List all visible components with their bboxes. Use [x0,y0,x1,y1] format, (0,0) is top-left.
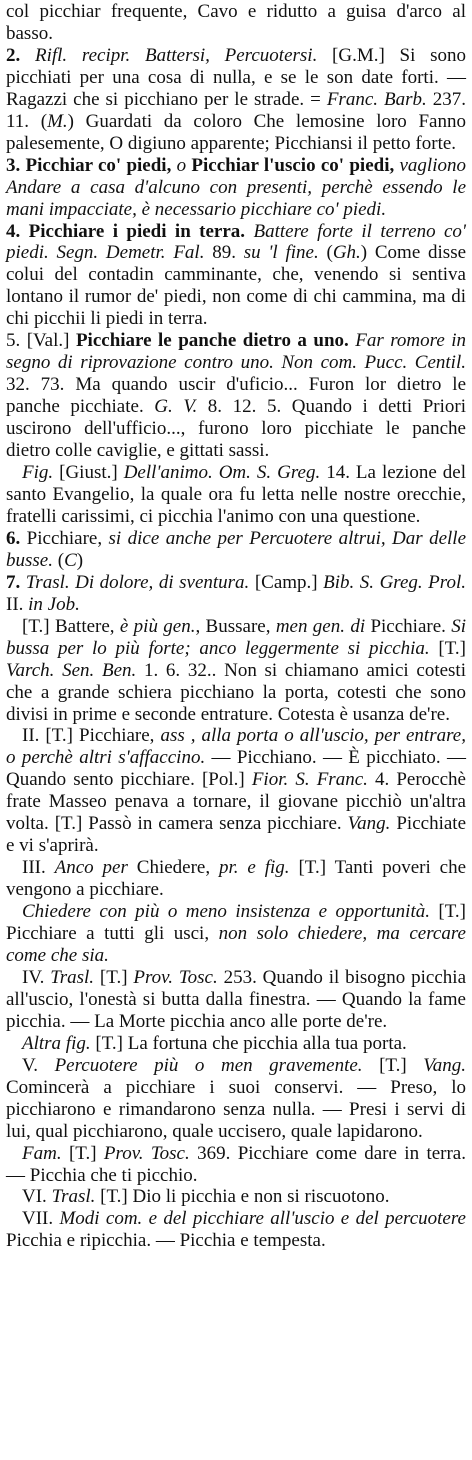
entry-italic-text: Gh. [332,242,361,264]
entry-text: 8. 12. 5. Quando i detti Priori uscirono dell'ufficio..., furono loro picchiate le panche dietro colle caviglie, e gittati sassi. [6,396,466,462]
entry-text: 253. Quando il bisogno picchia all'uscio, l'onestà si butta dalla finestra. — Quando la fame picchia. — La Morte picchia anco alle porte de're. [6,966,466,1032]
entry-text: Comincerà a picchiare i suoi conservi. — Preso, lo picchiarono e rimandarono senza nulla. — Presi i servi di lui, qual picchiarono, quale uccisero, quale lapidarono. [6,1076,466,1142]
entry-text: VI. [22,1186,52,1208]
entry-text: 369. Picchiare come dare in terra. — Picchia che ti picchio. [6,1142,466,1186]
entry-text: [T.] Tanti poveri che vengono a picchiare. [6,857,467,901]
dictionary-entry [6,45,466,155]
entry-text: [Giust.] [53,462,124,484]
entry-text: IV. [22,966,51,988]
entry-italic-text: Vang. [347,813,391,835]
entry-text: II. [T.] Picchiare, [22,725,161,747]
entry-italic-text: Prov. Tosc. [103,1142,190,1164]
entry-heading: 7. [6,571,26,593]
entry-list [6,1,466,1252]
entry-text: Picchiare. [365,615,452,637]
entry-italic-text: Trasl. Di dolore, di sventura. [25,571,250,593]
entry-heading: Picchiar l'uscio co' piedi, [186,154,400,176]
entry-italic-text: Franc. Barb. [326,88,427,110]
entry-text: Picchia e ripicchia. — Picchia e tempesta. [6,1230,326,1252]
entry-text: 14. La lezione del santo Evangelio, la quale ora fu letta nelle nostre orecchie, fratelli carissimi, ci picchia l'animo con una questione. [6,462,466,527]
dictionary-entry [6,1033,466,1055]
entry-text: [T.] Battere, [22,615,120,637]
entry-text: Picchiare, [26,527,109,549]
entry-text: ) Guardati da coloro Che lemosine loro Fanno palesemente, O digiuno apparente; Picchiansi il petto forte. [6,110,466,154]
entry-italic-text: in Job. [28,593,80,615]
dictionary-entry [6,1143,466,1187]
entry-italic-text: Modi com. e del picchiare all'uscio e del percuotere [59,1208,466,1230]
entry-heading: Picchiare le panche dietro a uno. [75,330,356,352]
entry-italic-text: non solo chiedere, ma cercare come che sia. [6,923,466,966]
entry-text: [T.] Picchiare a tutti gli usci, [6,901,467,945]
entry-italic-text: Dell'animo. Om. S. Greg. [123,462,321,484]
entry-italic-text: Vang. [423,1054,466,1076]
dictionary-entry [6,616,466,726]
dictionary-entry [6,857,466,901]
dictionary-entry [6,1,466,45]
dictionary-entry [6,528,466,572]
dictionary-entry [6,1186,466,1208]
entry-text: 32. 73. Ma quando uscir d'uficio... Furon lor dietro le panche picchiate. [6,374,466,418]
entry-text: [T.] [429,637,466,659]
entry-heading: 4. Picchiare i piedi in terra. [6,220,254,242]
entry-text: [T.] [362,1054,424,1076]
entry-italic-text: o [176,154,187,176]
entry-text: ( [52,549,65,571]
entry-italic-text: Varch. Sen. Ben. [6,659,137,681]
entry-italic-text: Prov. Tosc. [133,966,218,988]
dictionary-entry [6,1055,466,1143]
entry-text: 237. 11. ( [6,88,467,132]
entry-italic-text: Trasl. [51,1186,96,1208]
entry-text: III. [22,857,55,879]
entry-text: [T.] [61,1142,104,1164]
entry-text: [Camp.] [249,571,324,593]
entry-italic-text: ass , alla porta o all'uscio, per entrare, o perchè altri s'affaccino. [6,725,466,769]
entry-italic-text: si dice anche per Percuotere altrui, Dar delle busse. [6,527,466,571]
entry-italic-text: pr. e fig. [219,857,290,879]
dictionary-entry [6,330,466,462]
entry-heading: 2. [6,44,35,66]
entry-italic-text: M. [47,110,68,132]
entry-text: Chiedere, [127,857,219,879]
entry-text: VII. [22,1208,60,1230]
dictionary-entry [6,462,466,528]
entry-italic-text: G. V. [154,396,198,418]
entry-text: Picchiate e vi s'aprirà. [6,813,467,857]
entry-italic-text: Far romore in segno di riprovazione contro uno. Non com. Pucc. Centil. [6,330,467,374]
entry-italic-text: men gen. di [275,615,366,637]
entry-text: ) Come disse colui del contadin camminante, che, venendo si sentiva lontano il rumor de' piedi, non come di chi cammina, ma di chi picchii li piedi in terra. [6,242,467,330]
entry-text: col picchiar frequente, Cavo e ridutto a guisa d'arco al basso. [6,1,466,44]
entry-italic-text: Fam. [22,1142,62,1164]
dictionary-entry [6,967,466,1033]
entry-heading: 3. Picchiar co' piedi, [6,154,177,176]
entry-italic-text: Anco per [54,857,128,879]
entry-italic-text: Trasl. [50,966,95,988]
entry-text: 5. [Val.] [6,330,76,352]
entry-italic-text: su 'l fine. [243,242,319,264]
entry-text: [T.] [94,966,134,988]
entry-text: ) [76,549,84,571]
entry-italic-text: Battere forte il terreno co' piedi. Segn. Demetr. Fal. [6,220,466,264]
entry-text: 1. 6. 32.. Non si chiamano amici cotesti che a grande schiera picchiano la porta, cotesti che sono divisi in prime e seconde entrature. Cotesta è usanza de're. [6,659,466,725]
entry-text: [T.] La fortuna che picchia alla tua porta. [90,1032,407,1054]
entry-italic-text: Fior. S. Franc. [251,769,368,791]
entry-text: [T.] Dio li picchia e non si riscuotono. [95,1186,390,1208]
dictionary-entry [6,572,466,616]
entry-italic-text: vagliono Andare a casa d'alcuno con presenti, perchè essendo le mani impacciate, è necessario picchiare co' piedi. [6,154,466,220]
entry-text: [G.M.] Si sono picchiati per una cosa di nulla, e se le son date forti. — Ragazzi che si picchiano per le strade. = [6,44,467,110]
dictionary-entry [6,221,466,331]
entry-text: 4. Perocchè frate Masseo penava a tornare, il giovane picchiò un'altra volta. [T.] Passò in camera senza picchiare. [6,769,466,835]
entry-text: , Bussare, [195,615,276,637]
entry-heading: 6. [6,527,27,549]
entry-italic-text: C [64,549,77,571]
entry-italic-text: Fig. [22,462,54,484]
entry-italic-text: Rifl. recipr. Battersi, Percuotersi. [34,44,318,66]
entry-italic-text: Chiedere con più o meno insistenza e opportunità. [22,901,430,923]
entry-italic-text: Bib. S. Greg. Prol. [323,571,466,593]
entry-text: — Picchiano. — È picchiato. — Quando sento picchiare. [Pol.] [6,747,466,791]
entry-italic-text: Si bussa per lo più forte; anco leggermente si picchia. [6,615,466,659]
entry-italic-text: è più gen. [119,615,196,637]
entry-text: 89. [204,242,244,264]
entry-text: ( [318,242,333,264]
entry-text: V. [22,1054,55,1076]
entry-italic-text: Altra fig. [22,1032,91,1054]
dictionary-entry [6,725,466,857]
entry-italic-text: Percuotere più o men gravemente. [54,1054,363,1076]
entry-text: II. [6,593,29,615]
dictionary-entry [6,155,466,221]
dictionary-entry [6,901,466,967]
dictionary-entry [6,1208,466,1252]
